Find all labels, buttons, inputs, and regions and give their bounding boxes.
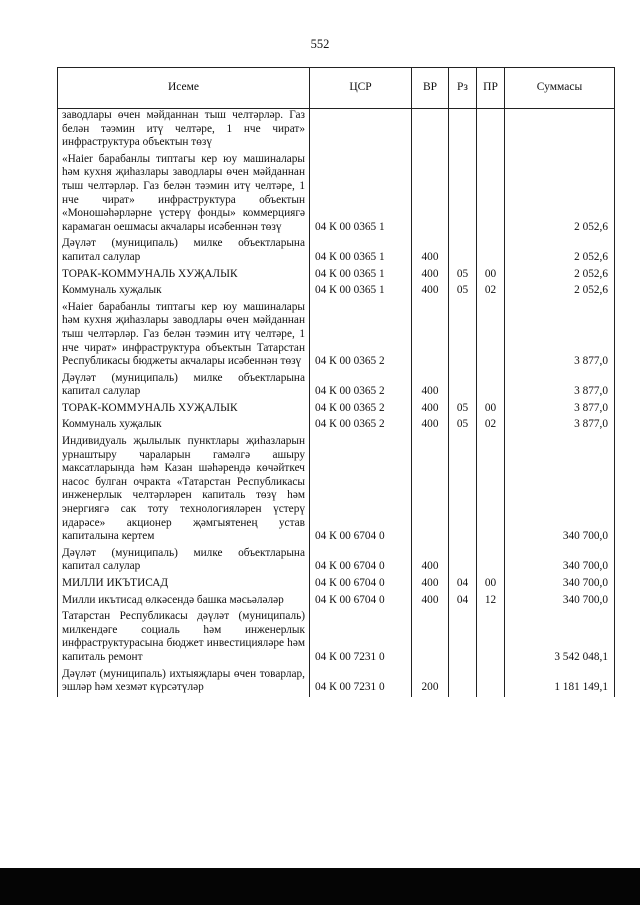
header-sum: Суммасы	[505, 68, 615, 109]
cell-csr: 04 К 00 0365 2	[310, 417, 412, 434]
cell-pr	[477, 667, 505, 697]
cell-rz	[449, 609, 477, 666]
cell-vr	[412, 300, 449, 371]
cell-csr: 04 К 00 7231 0	[310, 609, 412, 666]
cell-pr	[477, 546, 505, 576]
cell-rz: 04	[449, 576, 477, 593]
cell-sum: 340 700,0	[505, 576, 615, 593]
header-csr: ЦСР	[310, 68, 412, 109]
cell-vr: 400	[412, 236, 449, 266]
cell-name: Дәүләт (муниципаль) милке объектларына капитал салулар	[58, 236, 310, 266]
cell-sum: 340 700,0	[505, 546, 615, 576]
cell-rz	[449, 109, 477, 152]
cell-rz	[449, 546, 477, 576]
cell-pr	[477, 609, 505, 666]
table-header-row	[58, 68, 615, 109]
table-row	[58, 593, 615, 610]
cell-pr: 02	[477, 417, 505, 434]
table-row	[58, 667, 615, 697]
cell-rz	[449, 371, 477, 401]
cell-sum: 1 181 149,1	[505, 667, 615, 697]
table-row	[58, 417, 615, 434]
cell-name: Дәүләт (муниципаль) милке объектларына капитал салулар	[58, 371, 310, 401]
table-row	[58, 434, 615, 546]
cell-rz	[449, 152, 477, 237]
table-row	[58, 401, 615, 418]
header-rz: Рз	[449, 68, 477, 109]
cell-pr: 00	[477, 576, 505, 593]
budget-table	[57, 67, 615, 697]
table-row	[58, 576, 615, 593]
cell-sum: 2 052,6	[505, 283, 615, 300]
cell-sum: 3 542 048,1	[505, 609, 615, 666]
cell-csr: 04 К 00 0365 1	[310, 152, 412, 237]
cell-sum: 2 052,6	[505, 236, 615, 266]
cell-vr: 400	[412, 576, 449, 593]
table-row	[58, 371, 615, 401]
cell-vr: 200	[412, 667, 449, 697]
table-body	[58, 109, 615, 697]
bottom-bar	[0, 868, 640, 905]
cell-pr: 02	[477, 283, 505, 300]
header-name: Исеме	[58, 68, 310, 109]
cell-pr	[477, 109, 505, 152]
cell-pr	[477, 152, 505, 237]
cell-name: «Haier барабанлы типтагы кер юу машиналары һәм кухня җиһазлары заводлары өчен мәйданнан тыш челтәрләр. Газ белән тәэмин итү челтәре, 1 нче чират» инфраструктура объектын «Моношәһәрләрне үстерү фонды» коммерциягә карамаган оешмасы акчалары исәбеннән төзү	[58, 152, 310, 237]
cell-sum: 340 700,0	[505, 593, 615, 610]
cell-rz: 05	[449, 417, 477, 434]
cell-vr: 400	[412, 593, 449, 610]
cell-name: Коммуналь хуҗалык	[58, 417, 310, 434]
cell-csr: 04 К 00 0365 1	[310, 236, 412, 266]
cell-rz: 04	[449, 593, 477, 610]
header-vr: ВР	[412, 68, 449, 109]
cell-vr	[412, 109, 449, 152]
cell-csr: 04 К 00 6704 0	[310, 546, 412, 576]
cell-rz	[449, 434, 477, 546]
cell-name: МИЛЛИ ИКЪТИСАД	[58, 576, 310, 593]
cell-sum: 2 052,6	[505, 267, 615, 284]
cell-csr: 04 К 00 0365 1	[310, 283, 412, 300]
cell-rz	[449, 667, 477, 697]
cell-pr	[477, 236, 505, 266]
cell-vr: 400	[412, 283, 449, 300]
cell-vr	[412, 609, 449, 666]
cell-sum: 3 877,0	[505, 300, 615, 371]
cell-name: Татарстан Республикасы дәүләт (муниципаль) милкендәге социаль һәм инженерлык инфраструктурасына бюджет инвестицияләре һәм капиталь ремонт	[58, 609, 310, 666]
cell-csr: 04 К 00 0365 2	[310, 401, 412, 418]
header-pr: ПР	[477, 68, 505, 109]
cell-pr: 00	[477, 267, 505, 284]
cell-csr: 04 К 00 7231 0	[310, 667, 412, 697]
cell-csr: 04 К 00 6704 0	[310, 434, 412, 546]
cell-rz	[449, 236, 477, 266]
cell-name: Коммуналь хуҗалык	[58, 283, 310, 300]
table-row	[58, 300, 615, 371]
page-number: 552	[310, 37, 330, 51]
cell-sum: 2 052,6	[505, 152, 615, 237]
cell-vr: 400	[412, 371, 449, 401]
cell-csr: 04 К 00 0365 2	[310, 300, 412, 371]
cell-rz: 05	[449, 267, 477, 284]
table-row	[58, 283, 615, 300]
cell-rz: 05	[449, 283, 477, 300]
table-row	[58, 152, 615, 237]
cell-vr: 400	[412, 267, 449, 284]
cell-pr	[477, 434, 505, 546]
cell-rz	[449, 300, 477, 371]
table-row	[58, 109, 615, 152]
table-row	[58, 267, 615, 284]
cell-name: Милли икътисад өлкәсендә башка мәсьәләләр	[58, 593, 310, 610]
cell-vr: 400	[412, 417, 449, 434]
cell-vr	[412, 152, 449, 237]
cell-csr: 04 К 00 0365 1	[310, 267, 412, 284]
cell-vr	[412, 434, 449, 546]
cell-vr: 400	[412, 546, 449, 576]
cell-csr: 04 К 00 6704 0	[310, 593, 412, 610]
cell-name: Дәүләт (муниципаль) ихтыяҗлары өчен товарлар, эшләр һәм хезмәт күрсәтүләр	[58, 667, 310, 697]
cell-csr: 04 К 00 6704 0	[310, 576, 412, 593]
cell-sum: 3 877,0	[505, 371, 615, 401]
cell-sum: 340 700,0	[505, 434, 615, 546]
cell-name: «Haier барабанлы типтагы кер юу машиналары һәм кухня җиһазлары заводлары өчен мәйданнан тыш челтәрләр. Газ белән тәэмин итү челтәре, 1 нче чират» инфраструктура объектын Татарстан Республикасы бюджеты акчалары исәбеннән төзү	[58, 300, 310, 371]
cell-pr: 12	[477, 593, 505, 610]
cell-sum	[505, 109, 615, 152]
cell-sum: 3 877,0	[505, 417, 615, 434]
cell-csr	[310, 109, 412, 152]
cell-vr: 400	[412, 401, 449, 418]
cell-name: Индивидуаль җылылык пунктлары җиһазларын урнаштыру чараларын гамәлгә ашыру максатларында һәм Казан шәһәрендә көчәйткеч насос булган очракта «Татарстан Республикасы инженерлык челтәрләрен капиталь төзү һәм энергиягә сак тоту технологияләрен үстерү идарәсе» акционер җәмгыятенең устав капиталына кертем	[58, 434, 310, 546]
cell-csr: 04 К 00 0365 2	[310, 371, 412, 401]
cell-pr: 00	[477, 401, 505, 418]
cell-name: Дәүләт (муниципаль) милке объектларына капитал салулар	[58, 546, 310, 576]
table-row	[58, 609, 615, 666]
table-row	[58, 546, 615, 576]
table-row	[58, 236, 615, 266]
cell-name: заводлары өчен мәйданнан тыш челтәрләр. Газ белән тәэмин итү челтәре, 1 нче чират» инфраструктура объектын төзү	[58, 109, 310, 152]
cell-pr	[477, 300, 505, 371]
cell-name: ТОРАК-КОММУНАЛЬ ХУҖАЛЫК	[58, 267, 310, 284]
cell-rz: 05	[449, 401, 477, 418]
cell-name: ТОРАК-КОММУНАЛЬ ХУҖАЛЫК	[58, 401, 310, 418]
cell-pr	[477, 371, 505, 401]
cell-sum: 3 877,0	[505, 401, 615, 418]
